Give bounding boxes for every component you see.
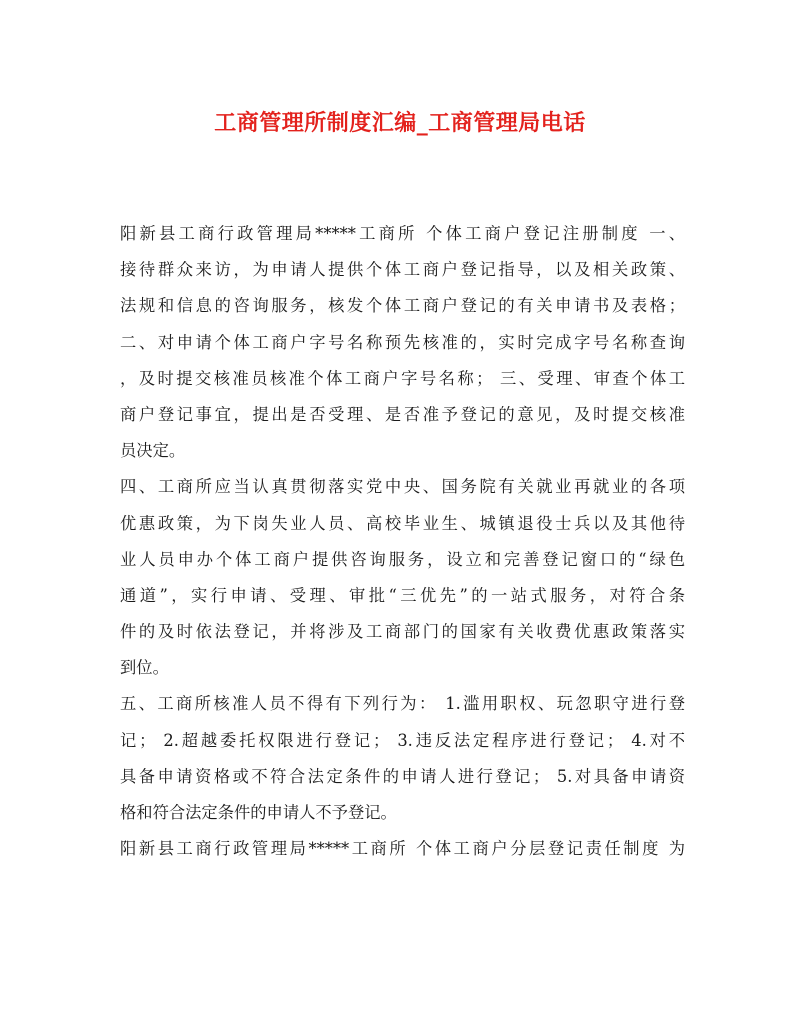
document-body [120,216,685,867]
body-line: 阳新县工商行政管理局*****工商所 个体工商户登记注册制度 一、 [120,224,685,243]
body-line: 通道”，实行申请、受理、审批“三优先”的一站式服务，对符合条 [120,585,685,605]
document-title: 工商管理所制度汇编_工商管理局电话 [214,110,586,136]
body-line: 到位。 [120,658,169,678]
body-line: 五、工商所核准人员不得有下列行为： 1.滥用职权、玩忽职守进行登 [120,694,685,714]
body-line: 具备申请资格或不符合法定条件的申请人进行登记； 5.对具备申请资 [120,766,685,786]
body-line: 阳新县工商行政管理局*****工商所 个体工商户分层登记责任制度 为 [120,839,685,859]
body-line: 四、工商所应当认真贯彻落实党中央、国务院有关就业再就业的各项 [120,477,685,497]
body-line: 员决定。 [120,441,186,461]
body-line: 二、对申请个体工商户字号名称预先核准的，实时完成字号名称查询 [120,332,685,352]
body-line: ，及时提交核准员核准个体工商户字号名称； 三、受理、审查个体工 [120,368,685,388]
body-line: 件的及时依法登记，并将涉及工商部门的国家有关收费优惠政策落实 [120,622,685,642]
body-line: 商户登记事宜，提出是否受理、是否准予登记的意见，及时提交核准 [120,404,685,424]
body-line: 优惠政策，为下岗失业人员、高校毕业生、城镇退役士兵以及其他待 [120,513,685,533]
body-line: 业人员申办个体工商户提供咨询服务，设立和完善登记窗口的“绿色 [120,549,685,569]
body-line: 格和符合法定条件的申请人不予登记。 [120,803,397,822]
body-line: 接待群众来访，为申请人提供个体工商户登记指导，以及相关政策、 [120,260,685,280]
body-line: 记； 2.超越委托权限进行登记； 3.违反法定程序进行登记； 4.对不 [120,730,685,750]
body-line: 法规和信息的咨询服务，核发个体工商户登记的有关申请书及表格； [120,296,685,316]
